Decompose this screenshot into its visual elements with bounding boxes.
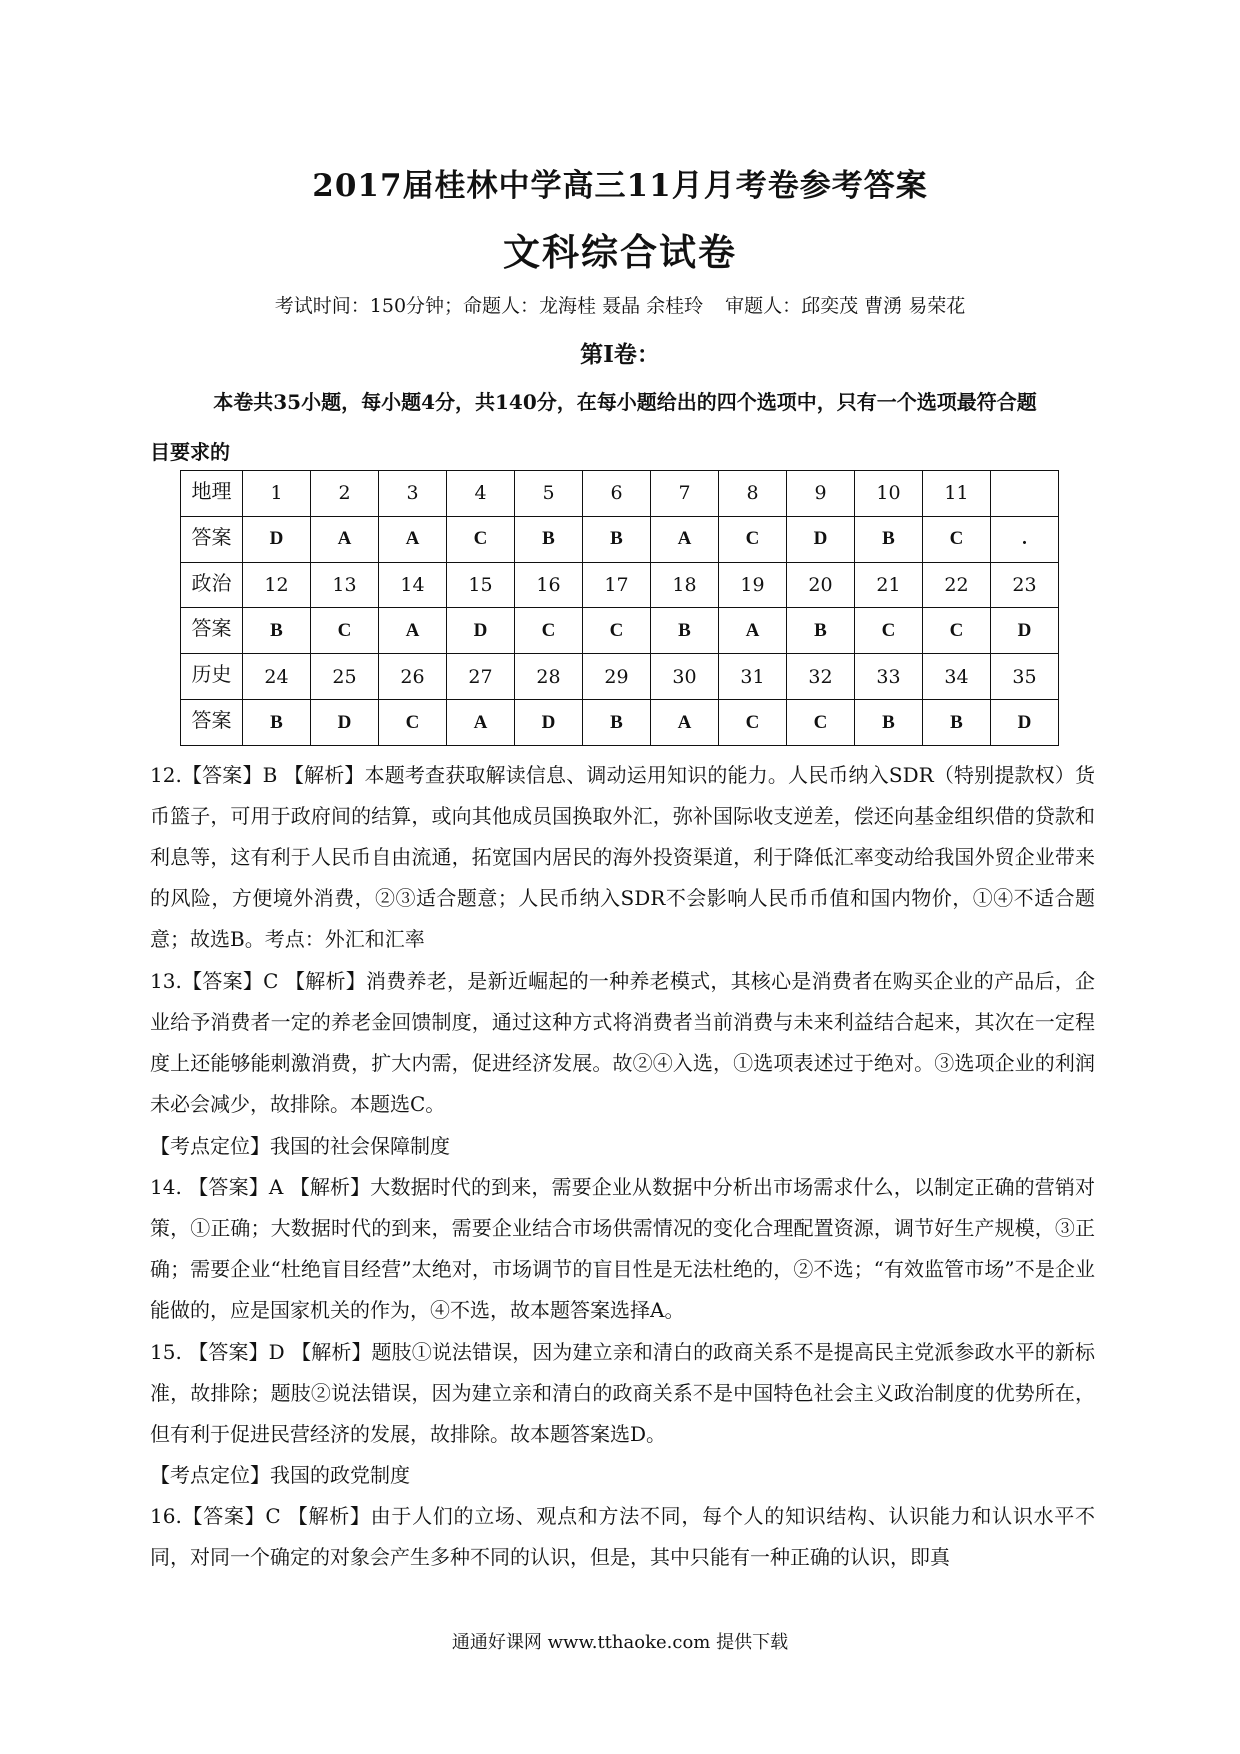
answer-table-cell: C <box>379 700 447 746</box>
answer-table-cell: 2 <box>311 471 379 517</box>
answer-table-cell: 28 <box>515 654 583 700</box>
section-instruction-line1: 本卷共35小题，每小题4分，共140分，在每小题给出的四个选项中，只有一个选项最符合题 <box>213 390 1037 414</box>
answer-table-cell: . <box>991 516 1059 562</box>
answer-table-cell: 12 <box>243 562 311 608</box>
answer-table-row-header: 答案 <box>181 608 243 654</box>
answer-table-cell: C <box>787 700 855 746</box>
document-title: 2017届桂林中学高三11月月考卷参考答案 <box>312 168 928 204</box>
answer-table-cell: C <box>719 700 787 746</box>
answer-table-cell: 35 <box>991 654 1059 700</box>
document-subtitle: 文科综合试卷 <box>503 230 737 274</box>
exam-meta <box>0 291 1240 318</box>
answer-table-row <box>181 471 1059 517</box>
answer-table-cell: B <box>787 608 855 654</box>
answer-table-cell: C <box>923 516 991 562</box>
answer-table-cell: C <box>719 516 787 562</box>
answer-table-cell: D <box>787 516 855 562</box>
answer-table-cell: 14 <box>379 562 447 608</box>
answer-table-cell: D <box>991 700 1059 746</box>
answer-table-cell: 31 <box>719 654 787 700</box>
answer-table-cell: 25 <box>311 654 379 700</box>
answer-table-cell: D <box>243 516 311 562</box>
answer-table-row <box>181 608 1059 654</box>
section-title: 第I卷： <box>580 341 660 368</box>
answer-table-cell: 7 <box>651 471 719 517</box>
exam-authors: 命题人：龙海桂 聂晶 余桂玲 <box>463 295 704 317</box>
answer-table-cell: A <box>311 516 379 562</box>
answer-table-cell: B <box>855 700 923 746</box>
answer-table-cell: 13 <box>311 562 379 608</box>
answer-table-cell: D <box>311 700 379 746</box>
answer-table-cell: D <box>515 700 583 746</box>
answer-table-cell: 16 <box>515 562 583 608</box>
exam-reviewers: 审题人：邱奕茂 曹湧 易荣花 <box>725 295 966 317</box>
answer-table-cell: A <box>447 700 515 746</box>
answer-table-cell: C <box>855 608 923 654</box>
answer-table-cell: 29 <box>583 654 651 700</box>
answer-table-cell: A <box>719 608 787 654</box>
answer-table-cell: C <box>583 608 651 654</box>
answer-table-cell: B <box>651 608 719 654</box>
explanation-13: 13.【答案】C 【解析】消费养老，是新近崛起的一种养老模式，其核心是消费者在购买企业的产品后，企业给予消费者一定的养老金回馈制度，通过这种方式将消费者当前消费与未来利益结合起来，其次在一定程度上还能够能刺激消费，扩大内需，促进经济发展。故②④入选，①选项表述过于绝对。③选项企业的利润未必会减少，故排除。本题选C。 <box>150 969 1095 1116</box>
answer-table-cell: D <box>447 608 515 654</box>
answer-table-cell: 1 <box>243 471 311 517</box>
answer-table-cell: B <box>243 700 311 746</box>
answer-table-row-header: 历史 <box>181 654 243 700</box>
key-point-13: 【考点定位】我国的社会保障制度 <box>150 1134 450 1158</box>
answer-table-cell: D <box>991 608 1059 654</box>
answer-table-cell: 3 <box>379 471 447 517</box>
exam-time: 考试时间：150分钟； <box>274 295 464 317</box>
answer-table-cell: 24 <box>243 654 311 700</box>
answer-table-cell: C <box>923 608 991 654</box>
answer-table-cell: B <box>583 700 651 746</box>
answer-table-cell: B <box>515 516 583 562</box>
answer-table-cell: B <box>243 608 311 654</box>
explanation-16: 16.【答案】C 【解析】由于人们的立场、观点和方法不同，每个人的知识结构、认识能力和认识水平不同，对同一个确定的对象会产生多种不同的认识，但是，其中只能有一种正确的认识，即真 <box>150 1504 1095 1569</box>
answer-table-cell: B <box>923 700 991 746</box>
answer-table-cell: 32 <box>787 654 855 700</box>
answer-table-cell: 22 <box>923 562 991 608</box>
answer-table-cell: 10 <box>855 471 923 517</box>
answer-table-cell: 4 <box>447 471 515 517</box>
explanation-12: 12.【答案】B 【解析】本题考查获取解读信息、调动运用知识的能力。人民币纳入SDR（特别提款权）货币篮子，可用于政府间的结算，或向其他成员国换取外汇，弥补国际收支逆差，偿还向基金组织借的贷款和利息等，这有利于人民币自由流通，拓宽国内居民的海外投资渠道，利于降低汇率变动给我国外贸企业带来的风险，方便境外消费，②③适合题意；人民币纳入SDR不会影响人民币币值和国内物价，①④不适合题意；故选B。考点：外汇和汇率 <box>150 763 1095 951</box>
answer-table-cell: 33 <box>855 654 923 700</box>
key-point-15: 【考点定位】我国的政党制度 <box>150 1463 410 1487</box>
answer-table-cell: C <box>447 516 515 562</box>
answer-table <box>180 470 1059 746</box>
answer-table-cell: 15 <box>447 562 515 608</box>
answer-table-cell: 26 <box>379 654 447 700</box>
answer-table-cell: 6 <box>583 471 651 517</box>
answer-table-row-header: 政治 <box>181 562 243 608</box>
page-footer: 通通好课网 www.tthaoke.com 提供下载 <box>451 1632 789 1653</box>
answer-table-cell: 19 <box>719 562 787 608</box>
answer-table-cell: A <box>651 700 719 746</box>
answer-table-cell: 27 <box>447 654 515 700</box>
answer-table-cell: 18 <box>651 562 719 608</box>
answer-table-cell: B <box>855 516 923 562</box>
answer-table-cell: 17 <box>583 562 651 608</box>
section-instruction-line2: 目要求的 <box>150 440 230 464</box>
answer-table-row-header: 答案 <box>181 700 243 746</box>
answer-table-row <box>181 516 1059 562</box>
answer-table-cell: 21 <box>855 562 923 608</box>
answer-table-row <box>181 654 1059 700</box>
answer-table-cell: 9 <box>787 471 855 517</box>
answer-table-cell: 34 <box>923 654 991 700</box>
answer-table-row <box>181 562 1059 608</box>
answer-table-cell: A <box>379 516 447 562</box>
explanation-15: 15. 【答案】D 【解析】题肢①说法错误，因为建立亲和清白的政商关系不是提高民主党派参政水平的新标准，故排除；题肢②说法错误，因为建立亲和清白的政商关系不是中国特色社会主义政治制度的优势所在，但有利于促进民营经济的发展，故排除。故本题答案选D。 <box>150 1340 1095 1446</box>
answer-table-cell: B <box>583 516 651 562</box>
answer-table-cell: 30 <box>651 654 719 700</box>
answer-table-cell: 5 <box>515 471 583 517</box>
answer-table-cell: 23 <box>991 562 1059 608</box>
answer-table-row-header: 地理 <box>181 471 243 517</box>
answer-table-cell <box>991 471 1059 517</box>
answer-table-cell: A <box>379 608 447 654</box>
answer-table-row-header: 答案 <box>181 516 243 562</box>
answer-table-cell: C <box>311 608 379 654</box>
explanation-14: 14. 【答案】A 【解析】大数据时代的到来，需要企业从数据中分析出市场需求什么，以制定正确的营销对策，①正确；大数据时代的到来，需要企业结合市场供需情况的变化合理配置资源，调节好生产规模，③正确；需要企业“杜绝盲目经营”太绝对，市场调节的盲目性是无法杜绝的，②不选；“有效监管市场”不是企业能做的，应是国家机关的作为，④不选，故本题答案选择A。 <box>150 1175 1095 1322</box>
answer-table-cell: 20 <box>787 562 855 608</box>
answer-table-row <box>181 700 1059 746</box>
answer-table-cell: C <box>515 608 583 654</box>
answer-table-cell: 11 <box>923 471 991 517</box>
answer-table-cell: A <box>651 516 719 562</box>
answer-table-cell: 8 <box>719 471 787 517</box>
